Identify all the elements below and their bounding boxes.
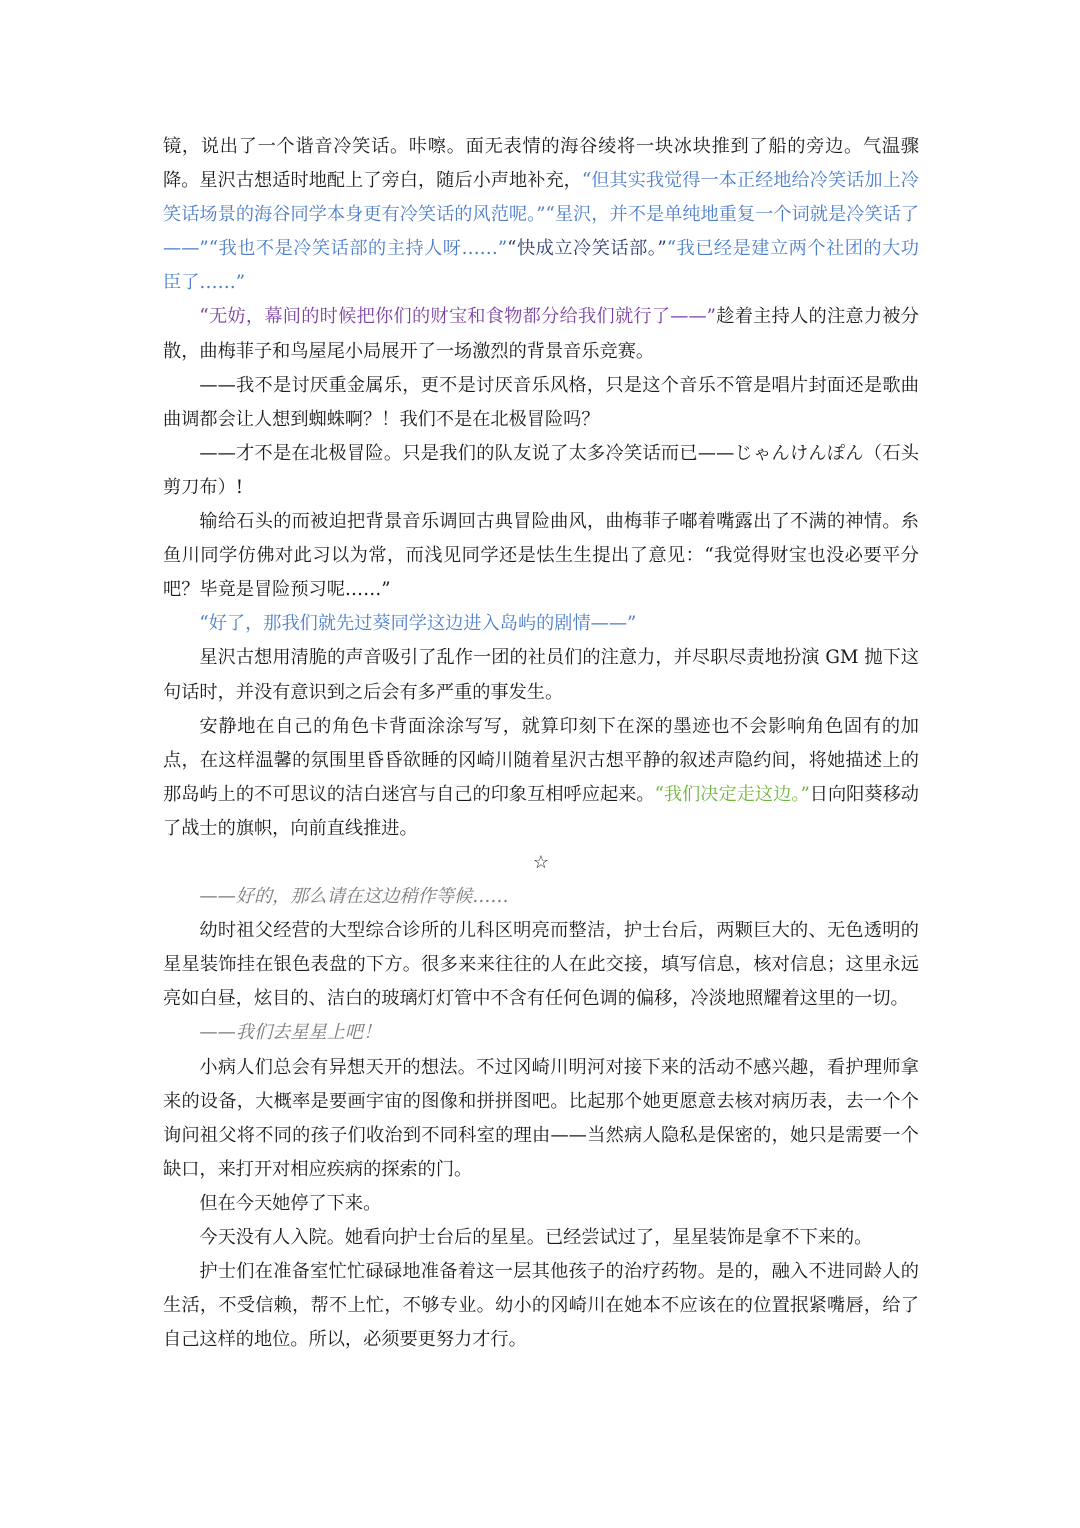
- paragraph-3: ——我不是讨厌重金属乐，更不是讨厌音乐风格，只是这个音乐不管是唱片封面还是歌曲曲调都会让人想到蜘蛛啊？！我们不是在北极冒险吗？: [163, 374, 919, 430]
- paragraph-8: [163, 710, 919, 846]
- paragraph-7: 星沢古想用清脆的声音吸引了乱作一团的社员们的注意力，并尽职尽责地扮演 GM 抛下这句话时，并没有意识到之后会有多严重的事发生。: [163, 647, 919, 703]
- paragraph-2: [163, 300, 919, 368]
- dialogue-quote: “我也不是冷笑话部的主持人呀……”: [208, 238, 508, 260]
- narration: 镜，说出了一个谐音冷笑话。咔嚓。面无表情的海谷绫将一块冰块推到了船的旁边。气温骤降。星沢古想适时地配上了旁白，随后小声地补充，: [163, 136, 919, 192]
- document-page: [163, 130, 919, 1357]
- dialogue-quote: “我们决定走这边。”: [654, 783, 810, 805]
- paragraph-11: ——我们去星星上吧！: [199, 1022, 382, 1044]
- section-break-star-icon: ☆: [532, 851, 550, 873]
- dialogue-quote: “我已经是建立两个社团的大功臣了……”: [163, 238, 919, 294]
- dialogue-quote: “但其实我觉得一本正经地给冷笑话加上冷笑话场景的海谷同学本身更有冷笑话的风范呢。”: [163, 170, 919, 226]
- paragraph-6: “好了，那我们就先过葵同学这边进入岛屿的剧情——”: [199, 613, 637, 635]
- paragraph-1: [163, 130, 919, 300]
- dialogue-quote: “无妨，幕间的时候把你们的财宝和食物都分给我们就行了——”: [199, 306, 716, 328]
- paragraph-14: 今天没有人入院。她看向护士台后的星星。已经尝试过了，星星装饰是拿不下来的。: [199, 1227, 873, 1248]
- paragraph-9: ——好的，那么请在这边稍作等候……: [199, 886, 509, 908]
- paragraph-5: 输给石头的而被迫把背景音乐调回古典冒险曲风，曲梅菲子嘟着嘴露出了不满的神情。糸鱼川同学仿佛对此习以为常，而浅见同学还是怯生生提出了意见：“我觉得财宝也没必要平分吧？毕竟是冒险预习呢……”: [163, 511, 919, 601]
- paragraph-13: 但在今天她停了下来。: [199, 1192, 382, 1214]
- paragraph-10: 幼时祖父经营的大型综合诊所的儿科区明亮而整洁，护士台后，两颗巨大的、无色透明的星星装饰挂在银色表盘的下方。很多来来往往的人在此交接，填写信息，核对信息；这里永远亮如白昼，炫目的、洁白的玻璃灯灯管中不含有任何色调的偏移，冷淡地照耀着这里的一切。: [163, 920, 919, 1010]
- dialogue-quote: “快成立冷笑话部。”: [507, 238, 667, 260]
- paragraph-4: ——才不是在北极冒险。只是我们的队友说了太多冷笑话而已——じゃんけんぽん（石头剪刀布）!: [163, 442, 919, 498]
- narration: 安静地在自己的角色卡背面涂涂写写，就算印刻下在深的墨迹也不会影响角色固有的加点，在这样温馨的氛围里昏昏欲睡的冈崎川随着星沢古想平静的叙述声隐约间，将她描述上的那岛屿上的不可思议的洁白迷宫与自己的印象互相呼应起来。: [163, 715, 919, 805]
- paragraph-12: 小病人们总会有异想天开的想法。不过冈崎川明河对接下来的活动不感兴趣，看护理师拿来的设备，大概率是要画宇宙的图像和拼拼图吧。比起那个她更愿意去核对病历表，去一个个询问祖父将不同的孩子们收治到不同科室的理由——当然病人隐私是保密的，她只是需要一个缺口，来打开对相应疾病的探索的门。: [163, 1056, 919, 1180]
- paragraph-15: 护士们在准备室忙忙碌碌地准备着这一层其他孩子的治疗药物。是的，融入不进同龄人的生活，不受信赖，帮不上忙，不够专业。幼小的冈崎川在她本不应该在的位置抿紧嘴唇，给了自己这样的地位。所以，必须要更努力才行。: [163, 1261, 919, 1351]
- narration: 日向阳葵移动了战士的旗帜，向前直线推进。: [163, 783, 919, 839]
- narration: 趁着主持人的注意力被分散，曲梅菲子和鸟屋尾小局展开了一场激烈的背景音乐竞赛。: [163, 306, 919, 362]
- dialogue-quote: “星沢，并不是单纯地重复一个词就是冷笑话了——”: [163, 204, 919, 260]
